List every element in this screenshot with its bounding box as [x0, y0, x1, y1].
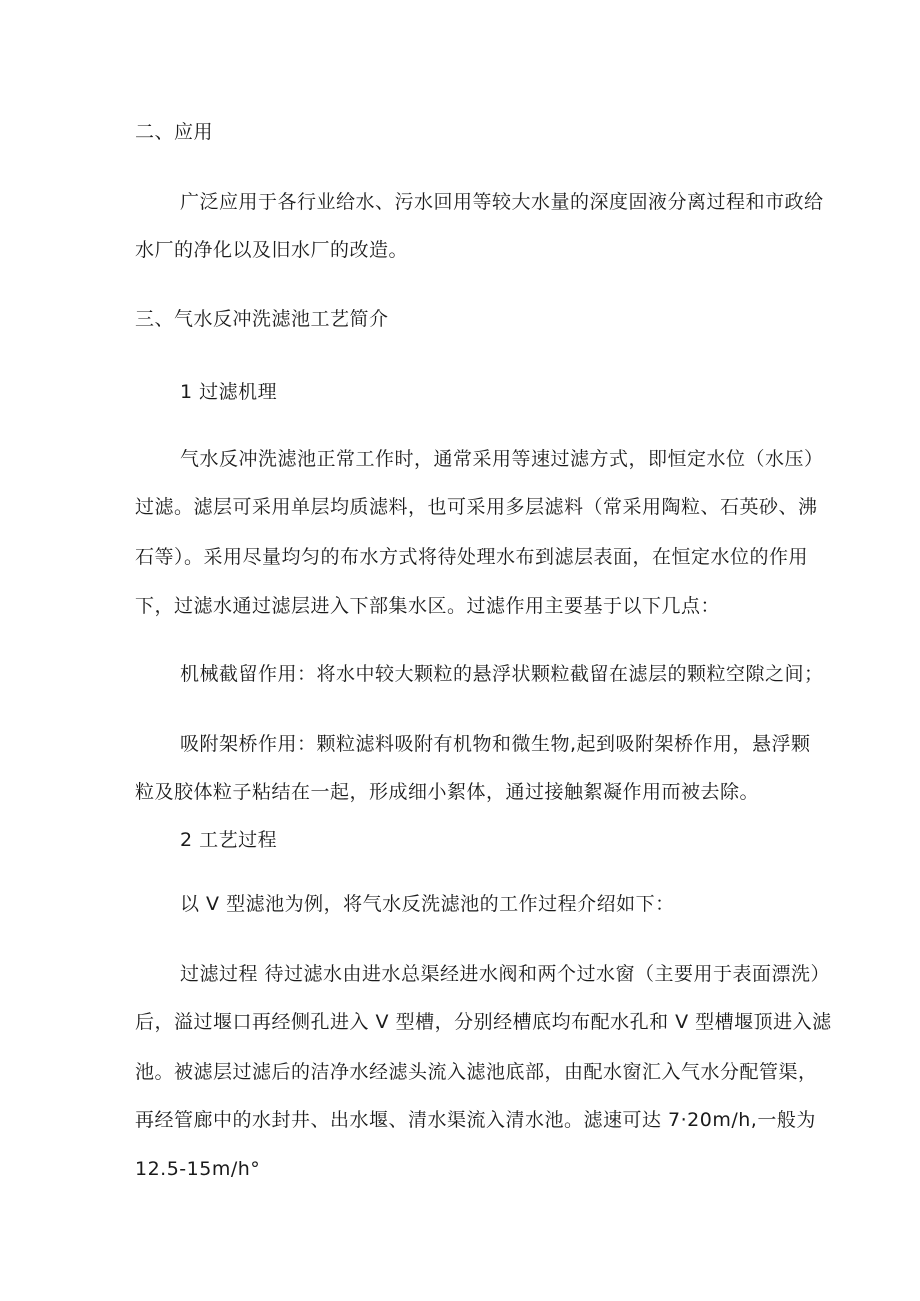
paragraph-line: 以 V 型滤池为例，将气水反洗滤池的工作过程介绍如下：: [180, 893, 675, 915]
paragraph-line: 过滤。滤层可采用单层均质滤料，也可采用多层滤料（常采用陶粒、石英砂、沸: [135, 496, 818, 518]
paragraph-line: 粒及胶体粒子粘结在一起，形成细小絮体，通过接触絮凝作用而被去除。: [135, 781, 760, 803]
paragraph-line: 石等）。采用尽量均匀的布水方式将待处理水布到滤层表面，在恒定水位的作用: [135, 546, 809, 568]
subsection-heading-process: 2 工艺过程: [180, 829, 278, 851]
paragraph-line: 过滤过程 待过滤水由进水总渠经进水阀和两个过水窗（主要用于表面漂洗）: [180, 963, 831, 985]
paragraph-line: 12.5-15m/h°: [135, 1158, 261, 1180]
paragraph-line: 池。被滤层过滤后的洁净水经滤头流入滤池底部，由配水窗汇入气水分配管渠，: [135, 1061, 818, 1083]
paragraph-line: 后，溢过堰口再经侧孔进入 V 型槽，分别经槽底均布配水孔和 V 型槽堰顶进入滤: [135, 1011, 832, 1033]
paragraph-line: 下，过滤水通过滤层进入下部集水区。过滤作用主要基于以下几点：: [135, 595, 721, 617]
subsection-heading-filtration-mechanism: 1 过滤机理: [180, 381, 278, 403]
paragraph-line: 再经管廊中的水封井、出水堰、清水渠流入清水池。滤速可达 7·20m/h,一般为: [135, 1109, 816, 1131]
paragraph-line: 吸附架桥作用：颗粒滤料吸附有机物和微生物,起到吸附架桥作用，悬浮颗: [180, 733, 811, 755]
paragraph-line: 水厂的净化以及旧水厂的改造。: [135, 239, 409, 261]
paragraph-line: 广泛应用于各行业给水、污水回用等较大水量的深度固液分离过程和市政给: [180, 191, 824, 213]
section-heading-application: 二、应用: [135, 121, 214, 143]
section-heading-process-intro: 三、气水反冲洗滤池工艺简介: [135, 308, 389, 330]
paragraph-line: 机械截留作用：将水中较大颗粒的悬浮状颗粒截留在滤层的颗粒空隙之间；: [180, 663, 824, 685]
paragraph-line: 气水反冲洗滤池正常工作时，通常采用等速过滤方式，即恒定水位（水压）: [180, 448, 824, 470]
